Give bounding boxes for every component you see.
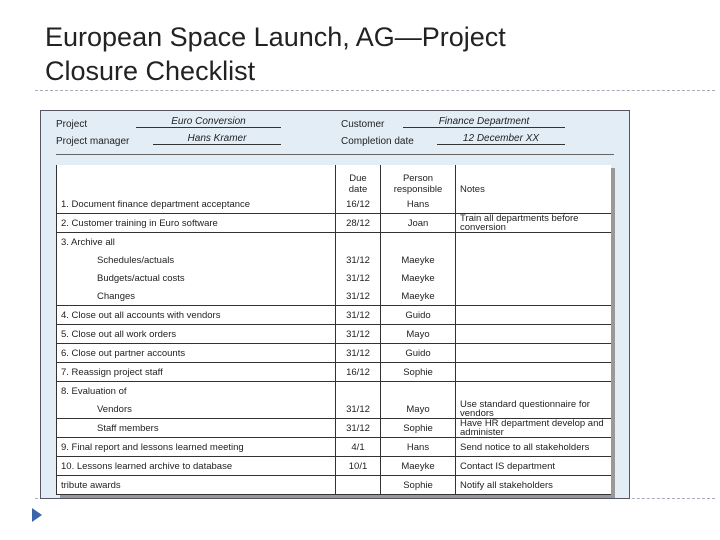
cell-notes	[456, 325, 612, 344]
cell-task: 7. Reassign project staff	[57, 363, 336, 382]
cell-person: Sophie	[381, 419, 456, 438]
cell-task: 2. Customer training in Euro software	[57, 214, 336, 233]
cell-task: tribute awards	[57, 476, 336, 495]
completion-label: Completion date	[341, 136, 414, 147]
project-value: Euro Conversion	[136, 116, 281, 128]
table-row	[57, 363, 612, 382]
cell-person	[381, 382, 456, 401]
cell-due	[336, 382, 381, 401]
table-row	[57, 438, 612, 457]
cell-notes: Contact IS department	[456, 457, 612, 476]
cell-task: Changes	[57, 287, 336, 306]
cell-notes: Send notice to all stakeholders	[456, 438, 612, 457]
cell-person: Joan	[381, 214, 456, 233]
table-row	[57, 382, 612, 401]
cell-task: Schedules/actuals	[57, 251, 336, 269]
table-row	[57, 287, 612, 306]
col-task	[57, 165, 336, 195]
table-row	[57, 476, 612, 495]
cell-due: 10/1	[336, 457, 381, 476]
cell-person: Maeyke	[381, 287, 456, 306]
cell-due: 4/1	[336, 438, 381, 457]
customer-value: Finance Department	[403, 116, 565, 128]
cell-due: 31/12	[336, 325, 381, 344]
cell-task: 1. Document finance department acceptance	[57, 195, 336, 214]
cell-person: Mayo	[381, 325, 456, 344]
cell-due: 31/12	[336, 344, 381, 363]
cell-due: 28/12	[336, 214, 381, 233]
cell-due: 31/12	[336, 269, 381, 287]
cell-person: Hans	[381, 438, 456, 457]
cell-notes: Train all departments before conversion	[456, 214, 612, 233]
title-line-1: European Space Launch, AG—Project	[45, 22, 506, 52]
cell-notes	[456, 344, 612, 363]
manager-label: Project manager	[56, 136, 130, 147]
cell-notes	[456, 195, 612, 214]
cell-task: 5. Close out all work orders	[57, 325, 336, 344]
cell-notes	[456, 287, 612, 306]
table-row	[57, 195, 612, 214]
cell-due: 31/12	[336, 419, 381, 438]
cell-notes: Use standard questionnaire for vendors	[456, 400, 612, 419]
cell-person: Maeyke	[381, 457, 456, 476]
col-person: Person responsible	[381, 165, 456, 195]
cell-due: 31/12	[336, 251, 381, 269]
cell-due: 31/12	[336, 306, 381, 325]
cell-person: Hans	[381, 195, 456, 214]
cell-person: Guido	[381, 306, 456, 325]
title-divider	[35, 90, 715, 91]
table-row	[57, 306, 612, 325]
checklist-table	[56, 165, 611, 495]
cell-notes	[456, 382, 612, 401]
table-row	[57, 269, 612, 287]
manager-value: Hans Kramer	[153, 133, 281, 145]
cell-notes	[456, 269, 612, 287]
completion-value: 12 December XX	[437, 133, 565, 145]
table-row	[57, 233, 612, 252]
table-row	[57, 419, 612, 438]
cell-notes	[456, 306, 612, 325]
cell-due: 16/12	[336, 363, 381, 382]
table-row	[57, 214, 612, 233]
table-row	[57, 400, 612, 419]
cell-person: Guido	[381, 344, 456, 363]
table-row	[57, 251, 612, 269]
cell-due: 31/12	[336, 400, 381, 419]
cell-notes	[456, 233, 612, 252]
project-label: Project	[56, 119, 88, 130]
cell-task: Staff members	[57, 419, 336, 438]
bullet-triangle-icon	[32, 508, 42, 522]
cell-task: 6. Close out partner accounts	[57, 344, 336, 363]
table-row	[57, 457, 612, 476]
customer-label: Customer	[341, 119, 385, 130]
cell-person	[381, 233, 456, 252]
table-row	[57, 344, 612, 363]
cell-due: 16/12	[336, 195, 381, 214]
cell-person: Sophie	[381, 363, 456, 382]
cell-due	[336, 476, 381, 495]
form-divider	[56, 154, 614, 155]
cell-notes	[456, 251, 612, 269]
cell-person: Sophie	[381, 476, 456, 495]
cell-task: 4. Close out all accounts with vendors	[57, 306, 336, 325]
cell-notes: Notify all stakeholders	[456, 476, 612, 495]
cell-due: 31/12	[336, 287, 381, 306]
cell-person: Maeyke	[381, 269, 456, 287]
col-notes: Notes	[456, 165, 612, 195]
cell-task: 8. Evaluation of	[57, 382, 336, 401]
cell-task: 3. Archive all	[57, 233, 336, 252]
cell-task: Vendors	[57, 400, 336, 419]
cell-task: 10. Lessons learned archive to database	[57, 457, 336, 476]
cell-notes: Have HR department develop and administer	[456, 419, 612, 438]
cell-notes	[456, 363, 612, 382]
closure-checklist-image	[40, 110, 630, 499]
col-due: Due date	[336, 165, 381, 195]
cell-person: Mayo	[381, 400, 456, 419]
slide-title	[45, 20, 506, 88]
cell-task: 9. Final report and lessons learned meeting	[57, 438, 336, 457]
table-row	[57, 325, 612, 344]
cell-person: Maeyke	[381, 251, 456, 269]
title-line-2: Closure Checklist	[45, 56, 256, 86]
cell-due	[336, 233, 381, 252]
cell-task: Budgets/actual costs	[57, 269, 336, 287]
